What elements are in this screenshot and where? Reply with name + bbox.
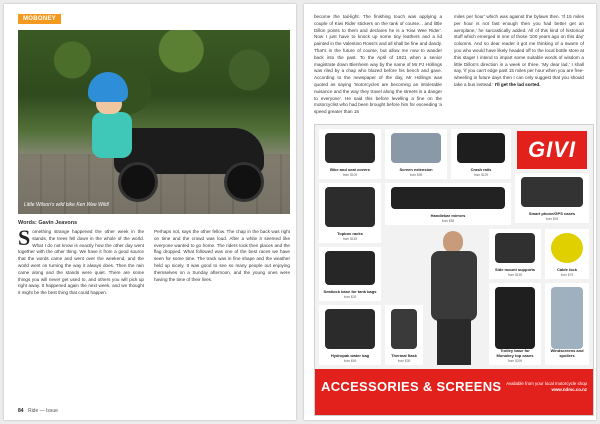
givi-advert bbox=[314, 124, 594, 416]
product-crash-rails: Crash rails from $129 bbox=[451, 129, 511, 179]
left-page bbox=[4, 4, 296, 420]
article-column-4: miles per hour' which was against the bylaws then. 'If 15 miles per hour is not fast enough then you had better get an aeroplane,' he sarcastically added. All of this kind of historical stuff which emerged in one of those '100 years ago on this day' columns. And so dear reader it got me thinking of a swarm of you who would have likely headed off to the local bottle store at this stage! I intend to impart some suitable words of wisdom a little Dillon's direction in a week or three. 'My dear lad,' I shall say, 'if you can't edge past 15 miles per hour when you are free-wheeling in future days then I can only suggest that you should take a bus instead.' I'll get the lad sorted. bbox=[454, 14, 584, 87]
product-hydropak: Hydropak water bag from $49 bbox=[319, 305, 381, 365]
signoff: I'll get the lad sorted. bbox=[494, 81, 541, 87]
givi-logo: GIVI bbox=[517, 131, 587, 169]
article-column-2: Perhaps not, says the other fellow. The chap in the back was right on time and the crowd was loud. After a while it seemed like everyone wanted to go home. The riders took their places and the flag dropped. What followed was one of the best races we have seen for some time. The track was in fine shape and the weather held up nicely. It was good to see so many people out enjoying themselves on a Sunday afternoon, and the young ones were having the time of their lives. bbox=[154, 229, 290, 282]
feature-photo bbox=[18, 30, 290, 214]
product-screen-extension: Screen extension from $95 bbox=[385, 129, 447, 179]
product-phone-gps-cases: Smart phone/GPS cases from $49 bbox=[515, 173, 589, 223]
page-number: 84 bbox=[18, 408, 24, 414]
product-trolley-base: Trolley base for Monokey top cases from $295 bbox=[489, 283, 541, 365]
product-bike-covers: Bike and seat covers from $109 bbox=[319, 129, 381, 179]
product-thermal-flask: Thermal flask from $39 bbox=[385, 305, 423, 365]
rider-figure bbox=[423, 229, 485, 365]
product-seatlock-base: Seatlock base for tank bags from $29 bbox=[319, 247, 381, 301]
article-column-3: become the tail-light. The finishing touch was applying a couple of Kiwi Rider stickers on the tank of course... and little Dillon points to them and declares he is a 'Kiwi Wee Rider'. Now I just have to knock up some tiny leathers and a lid painted in the Valentino Rossi's and all shall be fine and dandy. That's in the future of course, but allow me now to wander back into the past. To the April of 1921 when a senior magistrate down Blenheim way by the name of Mr PJ Hollings was riled by a chap who blazed before his bench and gave. According to the newspaper of the day, Mr Hollings was quoted as saying 'motorcycles are becoming an intolerable nuisance and the way they travel along the streets is a danger to everyone'. He said this before levelling a fine on the motorcyclist who had been brought before him for exceeding 'a speed greater than 15 bbox=[314, 14, 442, 115]
byline: Words: Gavin Jeavons bbox=[18, 220, 78, 226]
product-side-mount-supports: Side mount supports from $159 bbox=[489, 229, 541, 279]
advert-banner bbox=[315, 369, 593, 415]
product-topbox-racks: Topbox racks from $145 bbox=[319, 183, 381, 243]
article-column-1: S omething strange happened the other week in the stands, the trees fell down in the whole of the world. What I do not know is exactly how the other day went together with the other thing. We have it from a good source that the words came and went over the weekend, and the world went on turning the way it always does. Then the rain came along and the stands were quiet. There are some things you will never get used to, and others you will pick up right away. It happened again the next week, and we thought it might be the best thing that could happen. bbox=[18, 225, 144, 296]
folio bbox=[18, 408, 58, 414]
product-windscreens: Windscreens and spoilers bbox=[545, 283, 589, 365]
photo-caption: Little Wilson's wild bike Ken Wee Wild! bbox=[24, 202, 110, 208]
right-page bbox=[304, 4, 596, 420]
banner-url: www.ndmc.co.nz bbox=[551, 387, 587, 392]
product-cable-lock: Cable lock from $75 bbox=[545, 229, 589, 279]
banner-headline: ACCESSORIES & SCREENS bbox=[321, 379, 502, 394]
folio-text: Ride — Issue bbox=[27, 408, 58, 414]
banner-side-text: Available from your local motorcycle shop www.ndmc.co.nz bbox=[506, 381, 587, 392]
product-handlebar-mirrors: Handlebar mirrors from $55 bbox=[385, 183, 511, 225]
drop-cap: S bbox=[18, 225, 31, 250]
section-tag: MOBONEY bbox=[18, 14, 61, 24]
